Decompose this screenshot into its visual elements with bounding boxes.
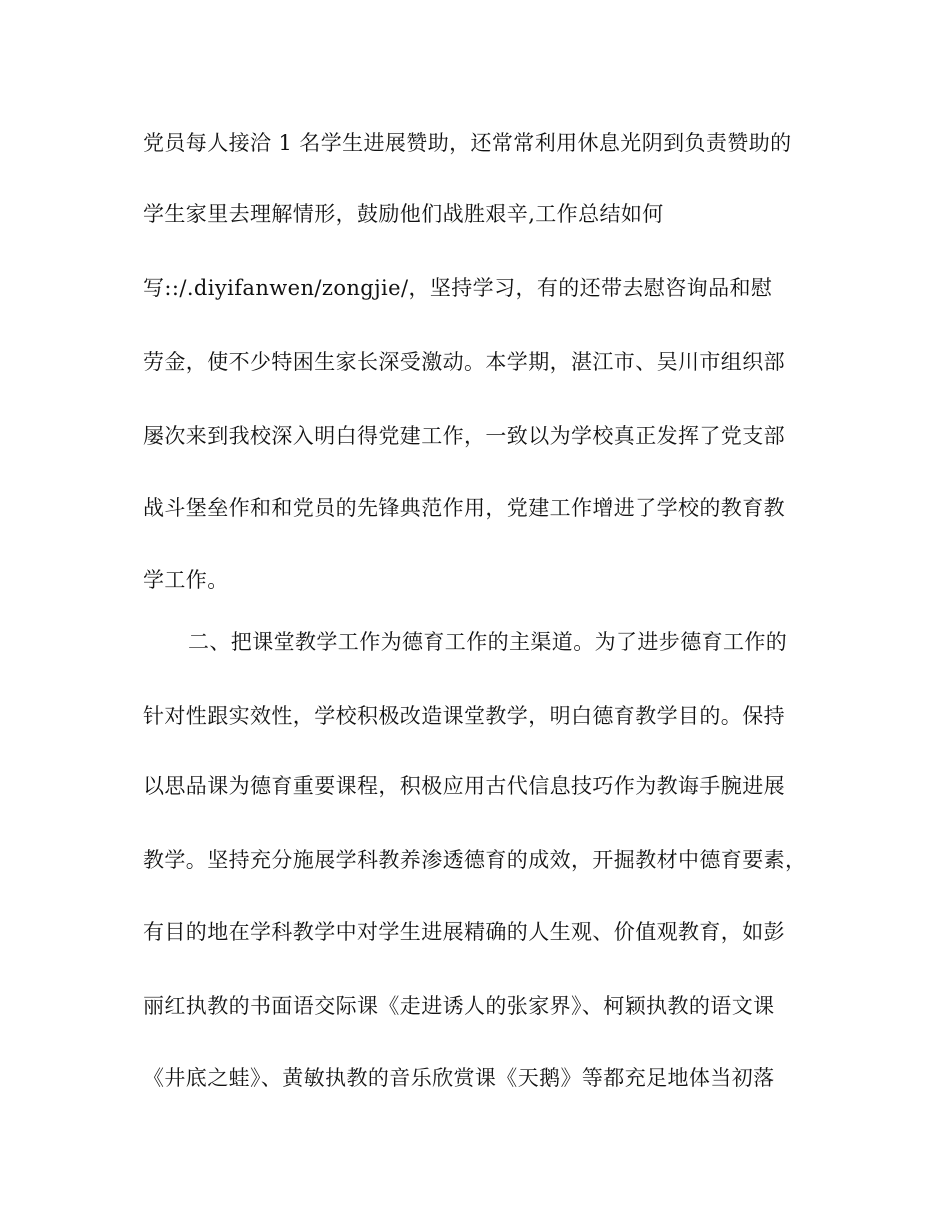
text-line: 有目的地在学科教学中对学生进展精确的人生观、价值观教育，如彭 bbox=[143, 920, 785, 944]
text-line: 以思品课为德育重要课程，积极应用古代信息技巧作为教诲手腕进展 bbox=[143, 774, 785, 798]
text-line: 屡次来到我校深入明白得党建工作，一致以为学校真正发挥了党支部 bbox=[143, 424, 785, 448]
text-line: 战斗堡垒作和和党员的先锋典范作用，党建工作增进了学校的教育教 bbox=[143, 496, 785, 520]
text-line: 写::/.diyifanwen/zongjie/，坚持学习，有的还带去慰咨询品和慰 bbox=[143, 276, 773, 300]
text-line: 针对性跟实效性，学校积极改造课堂教学，明白德育教学目的。保持 bbox=[143, 704, 785, 728]
text-line: 党员每人接洽 1 名学生进展赞助，还常常利用休息光阴到负责赞助的 bbox=[143, 131, 792, 155]
text-line: 学生家里去理解情形，鼓励他们战胜艰辛,工作总结如何 bbox=[143, 202, 664, 226]
text-line: 丽红执教的书面语交际课《走进诱人的张家界》、柯颖执教的语文课 bbox=[143, 994, 775, 1018]
text-line: 劳金，使不少特困生家长深受激动。本学期，湛江市、吴川市组织部 bbox=[143, 350, 785, 374]
text-line: 学工作。 bbox=[143, 568, 229, 592]
text-line: 教学。坚持充分施展学科教养渗透德育的成效，开掘教材中德育要素， bbox=[143, 848, 807, 872]
text-line: 《井底之蛙》、黄敏执教的音乐欣赏课《天鹅》等都充足地体当初落 bbox=[143, 1066, 775, 1090]
section-heading-line: 二、把课堂教学工作为德育工作的主渠道。为了进步德育工作的 bbox=[188, 630, 788, 654]
